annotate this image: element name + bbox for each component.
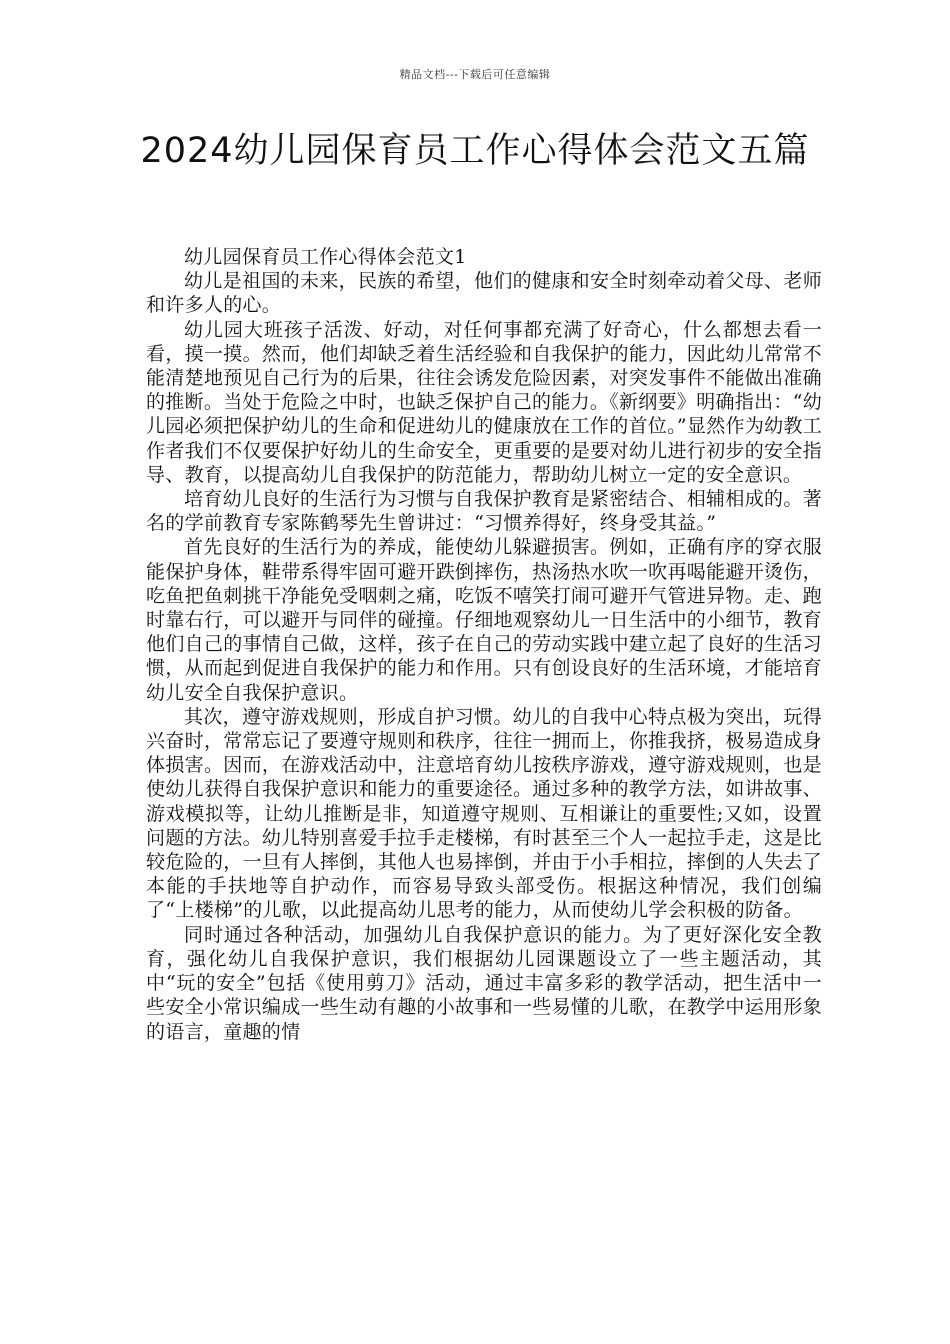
- paragraph: 幼儿是祖国的未来，民族的希望，他们的健康和安全时刻牵动着父母、老师和许多人的心。: [146, 270, 822, 317]
- document-body: [146, 245, 822, 1044]
- header-note: 精品文档---下载后可任意编辑: [399, 68, 551, 81]
- document-title: 2024幼儿园保育员工作心得体会范文五篇: [140, 131, 810, 171]
- paragraph: 幼儿园大班孩子活泼、好动，对任何事都充满了好奇心，什么都想去看一看，摸一摸。然而，他们却缺乏着生活经验和自我保护的能力，因此幼儿常常不能清楚地预见自己行为的后果，往往会诱发危险因素，对突发事件不能做出准确的推断。当处于危险之中时，也缺乏保护自己的能力。《新纲要》明确指出：“幼儿园必须把保护幼儿的生命和促进幼儿的健康放在工作的首位。”显然作为幼教工作者我们不仅要保护好幼儿的生命安全，更重要的是要对幼儿进行初步的安全指导、教育，以提高幼儿自我保护的防范能力，帮助幼儿树立一定的安全意识。: [146, 318, 823, 486]
- paragraph: 培育幼儿良好的生活行为习惯与自我保护教育是紧密结合、相辅相成的。著名的学前教育专家陈鹤琴先生曾讲过：“习惯养得好，终身受其益。”: [146, 488, 822, 535]
- section-heading: 幼儿园保育员工作心得体会范文1: [184, 246, 467, 268]
- paragraph: 同时通过各种活动，加强幼儿自我保护意识的能力。为了更好深化安全教育，强化幼儿自我保护意识，我们根据幼儿园课题设立了一些主题活动，其中“玩的安全”包括《使用剪刀》活动，通过丰富多彩的教学活动，把生活中一些安全小常识编成一些生动有趣的小故事和一些易懂的儿歌，在教学中运用形象的语言，童趣的情: [146, 923, 822, 1043]
- paragraph: 首先良好的生活行为的养成，能使幼儿躲避损害。例如，正确有序的穿衣服能保护身体，鞋带系得牢固可避开跌倒摔伤，热汤热水吹一吹再喝能避开烫伤，吃鱼把鱼刺挑干净能免受咽刺之痛，吃饭不嘻笑打闹可避开气管进异物。走、跑时靠右行，可以避开与同伴的碰撞。仔细地观察幼儿一日生活中的小细节，教育他们自己的事情自己做，这样，孩子在自己的劳动实践中建立起了良好的生活习惯，从而起到促进自我保护的能力和作用。只有创设良好的生活环境，才能培育幼儿安全自我保护意识。: [146, 536, 822, 704]
- paragraph: 其次，遵守游戏规则，形成自护习惯。幼儿的自我中心特点极为突出，玩得兴奋时，常常忘记了要遵守规则和秩序，往往一拥而上，你推我挤，极易造成身体损害。因而，在游戏活动中，注意培育幼儿按秩序游戏，遵守游戏规则，也是使幼儿获得自我保护意识和能力的重要途径。通过多种的教学方法，如讲故事、游戏模拟等，让幼儿推断是非，知道遵守规则、互相谦让的重要性;又如，设置问题的方法。幼儿特别喜爱手拉手走楼梯，有时甚至三个人一起拉手走，这是比较危险的，一旦有人摔倒，其他人也易摔倒，并由于小手相拉，摔倒的人失去了本能的手扶地等自护动作，而容易导致头部受伤。根据这种情况，我们创编了“上楼梯”的儿歌，以此提高幼儿思考的能力，从而使幼儿学会积极的防备。: [146, 705, 822, 922]
